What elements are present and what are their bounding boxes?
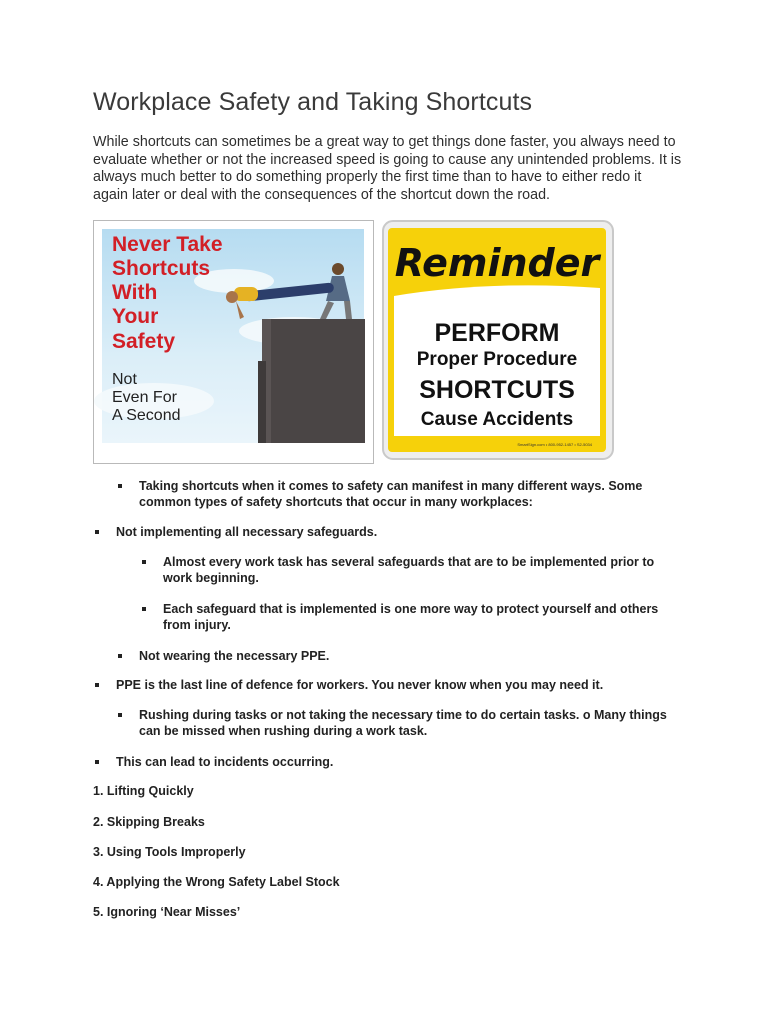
bullet-marker bbox=[95, 530, 99, 534]
bullet-marker bbox=[95, 683, 99, 687]
safety-poster-illustration bbox=[94, 221, 373, 463]
list-item-text: work beginning. bbox=[163, 571, 259, 585]
list-item-text: Each safeguard that is implemented is one more way to protect yourself and others bbox=[163, 602, 659, 616]
list-item-text: can be missed when rushing during a work task. bbox=[139, 724, 428, 738]
bullet-marker bbox=[142, 560, 146, 564]
poster-subline: A Second bbox=[112, 407, 181, 424]
intro-line: again later or deal with the consequences of the shortcut down the road. bbox=[93, 186, 550, 203]
list-item-text: Not wearing the necessary PPE. bbox=[139, 649, 330, 663]
bullet-marker bbox=[95, 760, 99, 764]
intro-paragraph bbox=[93, 134, 683, 204]
sign-footer: SmartSign.com • 800-952-1457 • S2-5034 bbox=[517, 442, 592, 447]
bullet-marker bbox=[142, 607, 146, 611]
reminder-sign-image bbox=[380, 218, 616, 462]
scaffold-shape bbox=[258, 361, 266, 443]
numbered-item: 5. Ignoring ‘Near Misses’ bbox=[93, 905, 241, 919]
intro-line: evaluate whether or not the increased speed is going to cause any unintended problems. It is bbox=[93, 151, 682, 168]
sign-header: Reminder bbox=[394, 241, 600, 285]
poster-headline-line: Your bbox=[112, 305, 159, 328]
worker-head bbox=[226, 291, 238, 303]
poster-headline-line: Never Take bbox=[112, 233, 223, 256]
worker-head bbox=[332, 263, 344, 275]
intro-line: While shortcuts can sometimes be a great way to get things done faster, you always need to bbox=[93, 134, 676, 150]
numbered-item: 2. Skipping Breaks bbox=[93, 815, 205, 829]
poster-headline-line: With bbox=[112, 281, 158, 304]
page-title: Workplace Safety and Taking Shortcuts bbox=[93, 88, 533, 116]
numbered-item: 3. Using Tools Improperly bbox=[93, 845, 246, 859]
sign-line: SHORTCUTS bbox=[419, 376, 575, 404]
sign-line: Proper Procedure bbox=[416, 349, 578, 370]
poster-headline-line: Safety bbox=[112, 330, 176, 353]
list-item-text: from injury. bbox=[163, 618, 231, 632]
sign-line: PERFORM bbox=[434, 319, 560, 347]
numbered-item: 1. Lifting Quickly bbox=[93, 784, 194, 798]
sign-line: Cause Accidents bbox=[420, 409, 574, 430]
bullet-marker bbox=[118, 484, 122, 488]
reminder-sign-illustration bbox=[380, 218, 616, 462]
list-item-text: Not implementing all necessary safeguards. bbox=[116, 525, 378, 539]
list-item-text: This can lead to incidents occurring. bbox=[116, 755, 334, 769]
list-item-text: Taking shortcuts when it comes to safety can manifest in many different ways. Some bbox=[139, 479, 643, 493]
list-item-text: Rushing during tasks or not taking the necessary time to do certain tasks. o Many things bbox=[139, 708, 667, 722]
numbered-item: 4. Applying the Wrong Safety Label Stock bbox=[93, 875, 340, 889]
list-item-text: common types of safety shortcuts that occur in many workplaces: bbox=[139, 495, 533, 509]
poster-headline-line: Shortcuts bbox=[112, 257, 211, 280]
bullet-marker bbox=[118, 654, 122, 658]
safety-poster-image bbox=[93, 220, 374, 464]
list-item-text: Almost every work task has several safeguards that are to be implemented prior to bbox=[163, 555, 655, 569]
intro-line: always much better to do something properly the first time than to have to either redo it bbox=[93, 169, 642, 185]
bullet-marker bbox=[118, 713, 122, 717]
poster-subline: Not bbox=[112, 371, 137, 388]
list-item-text: PPE is the last line of defence for workers. You never know when you may need it. bbox=[116, 678, 604, 692]
poster-subline: Even For bbox=[112, 389, 177, 406]
building-shape bbox=[269, 319, 365, 443]
